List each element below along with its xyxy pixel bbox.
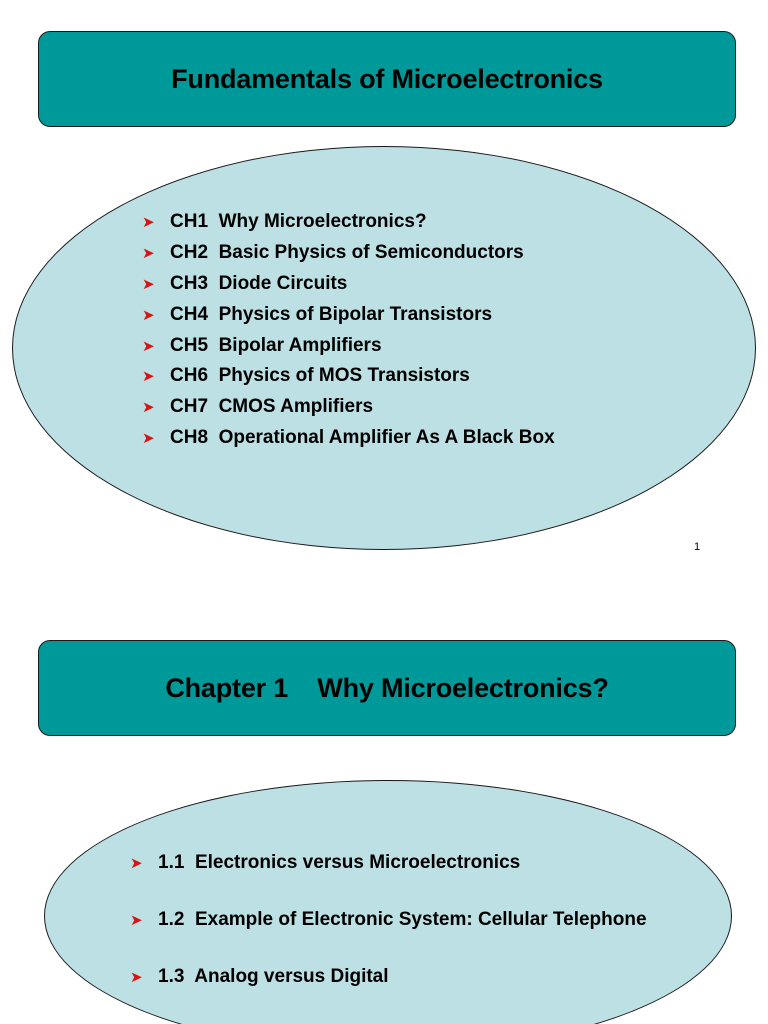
chapter-label: CH5 Bipolar Amplifiers — [170, 334, 382, 356]
arrowhead-bullet-icon: ➤ — [142, 367, 155, 386]
chapter-list — [142, 207, 555, 453]
list-item — [130, 891, 647, 948]
chapter-label: CH7 CMOS Amplifiers — [170, 396, 374, 418]
list-item — [130, 834, 647, 891]
arrowhead-bullet-icon: ➤ — [142, 213, 155, 232]
arrowhead-bullet-icon: ➤ — [130, 853, 143, 872]
arrowhead-bullet-icon: ➤ — [142, 305, 155, 324]
slide2-title-bar — [38, 640, 736, 736]
arrowhead-bullet-icon: ➤ — [142, 398, 155, 417]
chapter-label: CH6 Physics of MOS Transistors — [170, 365, 470, 387]
section-label: 1.2 Example of Electronic System: Cellular Telephone — [158, 908, 647, 930]
list-item — [142, 392, 555, 423]
list-item — [142, 330, 555, 361]
chapter-label: CH4 Physics of Bipolar Transistors — [170, 303, 493, 325]
arrowhead-bullet-icon: ➤ — [130, 910, 143, 929]
list-item — [142, 207, 555, 238]
list-item — [142, 423, 555, 454]
slide1-title-bar — [38, 31, 736, 127]
list-item — [142, 361, 555, 392]
list-item — [142, 269, 555, 300]
chapter-label: CH8 Operational Amplifier As A Black Box — [170, 426, 555, 448]
arrowhead-bullet-icon: ➤ — [142, 244, 155, 263]
slide2-title: Chapter 1 Why Microelectronics? — [165, 672, 609, 703]
chapter-label: CH2 Basic Physics of Semiconductors — [170, 242, 524, 264]
arrowhead-bullet-icon: ➤ — [142, 274, 155, 293]
list-item — [142, 299, 555, 330]
section-list — [130, 834, 647, 1005]
section-label: 1.3 Analog versus Digital — [158, 965, 389, 987]
arrowhead-bullet-icon: ➤ — [130, 967, 143, 986]
list-item — [142, 238, 555, 269]
arrowhead-bullet-icon: ➤ — [142, 336, 155, 355]
list-item — [130, 948, 647, 1005]
page-number: 1 — [694, 541, 701, 553]
chapter-label: CH1 Why Microelectronics? — [170, 211, 427, 233]
slide1-title: Fundamentals of Microelectronics — [171, 63, 603, 94]
arrowhead-bullet-icon: ➤ — [142, 428, 155, 447]
chapter-label: CH3 Diode Circuits — [170, 272, 348, 294]
section-label: 1.1 Electronics versus Microelectronics — [158, 851, 521, 873]
